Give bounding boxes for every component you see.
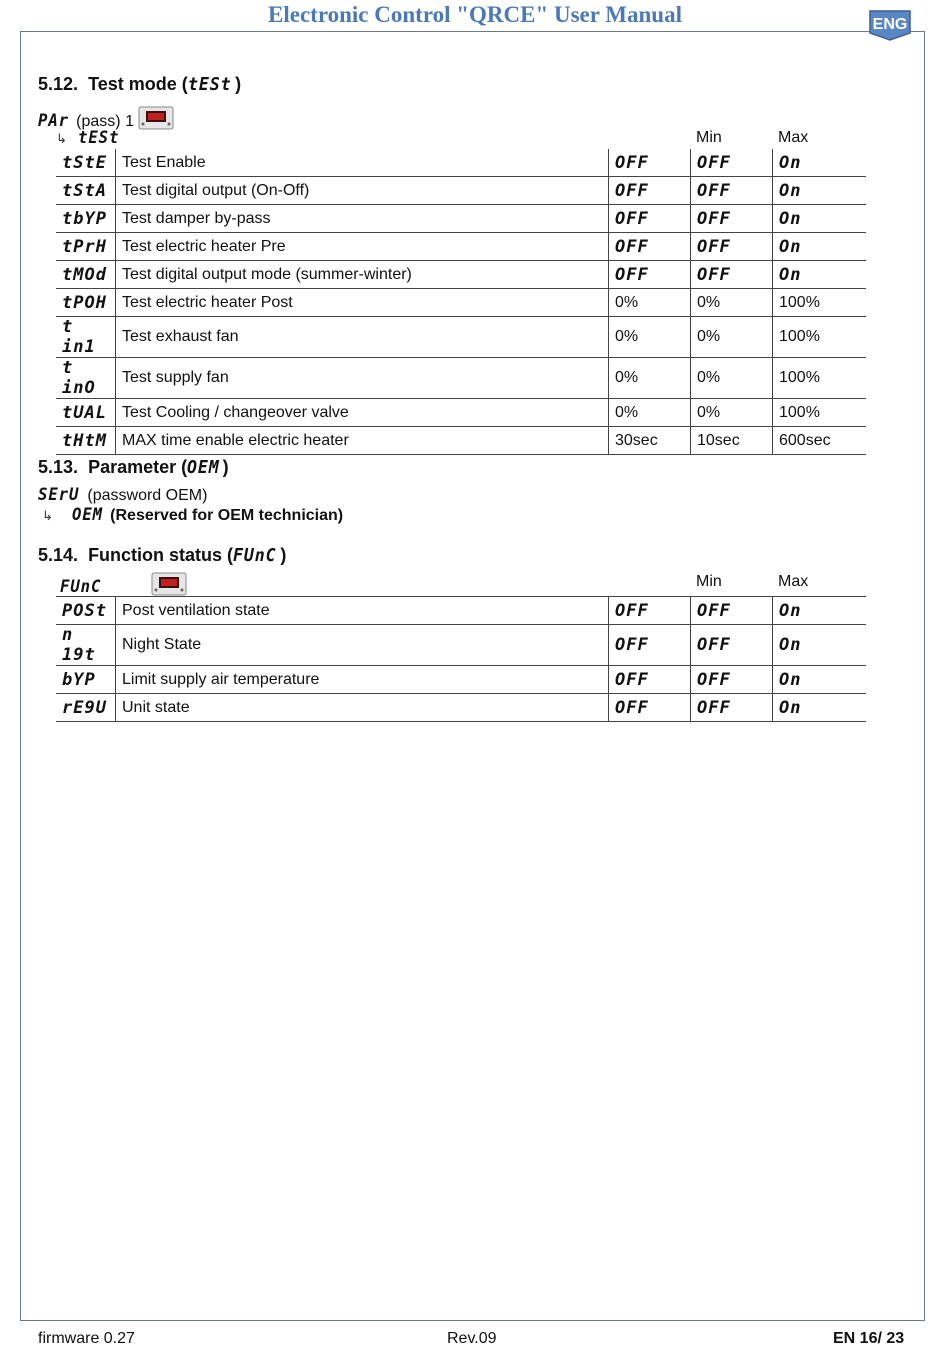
- table-row: [56, 694, 866, 722]
- parameter-code: tStE: [56, 149, 116, 177]
- parameter-code: t inO: [56, 358, 116, 399]
- oem-submenu-line: [42, 505, 343, 525]
- parameter-value: OFF: [609, 625, 691, 666]
- language-badge-label: ENG: [872, 16, 908, 33]
- pass-code: SErU: [38, 485, 80, 505]
- parameter-code: t in1: [56, 317, 116, 358]
- max-header: Max: [778, 129, 809, 146]
- submenu-code: tESt: [78, 128, 120, 148]
- table-row: [56, 597, 866, 625]
- submenu-code: OEM: [72, 505, 104, 525]
- parameter-code: tHtM: [56, 427, 116, 455]
- parameter-max: 100%: [773, 399, 867, 427]
- parameter-min: OFF: [691, 625, 773, 666]
- parameter-min: OFF: [691, 694, 773, 722]
- max-header: Max: [778, 573, 809, 590]
- parameter-description: Test digital output (On-Off): [116, 177, 609, 205]
- parameter-value: OFF: [609, 149, 691, 177]
- controller-display-icon: [151, 572, 187, 596]
- section-5-14-heading: 5.14. Function status (FUnC ): [38, 545, 287, 566]
- parameter-max: On: [773, 149, 867, 177]
- section-code: FUnC: [233, 545, 277, 566]
- function-status-table: [56, 596, 866, 722]
- parameter-min: OFF: [691, 666, 773, 694]
- table-row: [56, 233, 866, 261]
- parameter-description: Unit state: [116, 694, 609, 722]
- parameter-max: 100%: [773, 289, 867, 317]
- parameter-value: OFF: [609, 177, 691, 205]
- parameter-max: 100%: [773, 317, 867, 358]
- parameter-code: rE9U: [56, 694, 116, 722]
- parameter-max: On: [773, 666, 867, 694]
- min-header: Min: [696, 129, 722, 146]
- parameter-description: Test exhaust fan: [116, 317, 609, 358]
- test-mode-table: [56, 149, 866, 455]
- parameter-max: On: [773, 205, 867, 233]
- parameter-value: 30sec: [609, 427, 691, 455]
- section-number: 5.13.: [38, 457, 79, 477]
- parameter-value: OFF: [609, 666, 691, 694]
- parameter-description: Test damper by-pass: [116, 205, 609, 233]
- parameter-min: 0%: [691, 289, 773, 317]
- parameter-min: 10sec: [691, 427, 773, 455]
- parameter-value: 0%: [609, 358, 691, 399]
- parameter-code: tPrH: [56, 233, 116, 261]
- parameter-code: tUAL: [56, 399, 116, 427]
- parameter-min: OFF: [691, 261, 773, 289]
- parameter-value: 0%: [609, 317, 691, 358]
- parameter-code: tbYP: [56, 205, 116, 233]
- footer-firmware: firmware 0.27: [38, 1330, 135, 1347]
- section-title: Test mode (: [88, 74, 188, 94]
- table-row: [56, 177, 866, 205]
- parameter-description: MAX time enable electric heater: [116, 427, 609, 455]
- parameter-min: 0%: [691, 399, 773, 427]
- pass-text: (pass) 1: [71, 113, 134, 130]
- parameter-min: OFF: [691, 233, 773, 261]
- parameter-min: OFF: [691, 597, 773, 625]
- parameter-min: 0%: [691, 317, 773, 358]
- parameter-value: OFF: [609, 597, 691, 625]
- table-row: [56, 666, 866, 694]
- document-title: Electronic Control "QRCE" User Manual: [268, 2, 682, 27]
- pass-code: PAr: [38, 111, 70, 131]
- parameter-description: Test Enable: [116, 149, 609, 177]
- return-arrow-icon: ↳: [56, 131, 67, 146]
- parameter-description: Limit supply air temperature: [116, 666, 609, 694]
- section-title: Parameter (: [88, 457, 188, 477]
- submenu-line: [56, 128, 123, 148]
- language-badge: [868, 9, 912, 41]
- oem-password-line: [38, 485, 207, 505]
- parameter-value: OFF: [609, 261, 691, 289]
- table-row: [56, 399, 866, 427]
- submenu-text: (Reserved for OEM technician): [105, 507, 344, 524]
- min-header: Min: [696, 573, 722, 590]
- section-5-12-heading: 5.12. Test mode (tESt ): [38, 74, 242, 95]
- table-row: [56, 149, 866, 177]
- table-row: [56, 261, 866, 289]
- parameter-description: Night State: [116, 625, 609, 666]
- parameter-code: n 19t: [56, 625, 116, 666]
- func-code: FUnC: [60, 577, 102, 597]
- parameter-value: OFF: [609, 205, 691, 233]
- parameter-value: OFF: [609, 233, 691, 261]
- table-row: [56, 358, 866, 399]
- table-row: [56, 625, 866, 666]
- parameter-min: OFF: [691, 205, 773, 233]
- parameter-max: On: [773, 625, 867, 666]
- parameter-description: Post ventilation state: [116, 597, 609, 625]
- parameter-code: POSt: [56, 597, 116, 625]
- parameter-code: bYP: [56, 666, 116, 694]
- section-number: 5.14.: [38, 545, 79, 565]
- table-row: [56, 317, 866, 358]
- parameter-description: Test electric heater Post: [116, 289, 609, 317]
- table-row: [56, 205, 866, 233]
- parameter-description: Test supply fan: [116, 358, 609, 399]
- section-5-13-heading: 5.13. Parameter (OEM ): [38, 457, 229, 478]
- parameter-code: tMOd: [56, 261, 116, 289]
- controller-display-icon: [138, 106, 174, 130]
- parameter-description: Test Cooling / changeover valve: [116, 399, 609, 427]
- parameter-max: 100%: [773, 358, 867, 399]
- parameter-max: On: [773, 233, 867, 261]
- pass-text: (password OEM): [82, 487, 208, 504]
- parameter-max: On: [773, 694, 867, 722]
- parameter-value: 0%: [609, 399, 691, 427]
- footer-revision: Rev.09: [447, 1330, 497, 1347]
- table-row: [56, 427, 866, 455]
- parameter-value: 0%: [609, 289, 691, 317]
- func-line: [60, 572, 187, 597]
- return-arrow-icon: ↳: [42, 508, 53, 523]
- table-row: [56, 289, 866, 317]
- parameter-max: On: [773, 177, 867, 205]
- parameter-max: On: [773, 597, 867, 625]
- section-number: 5.12.: [38, 74, 79, 94]
- section-code: OEM: [187, 457, 220, 478]
- footer-page-number: EN 16/ 23: [833, 1330, 905, 1347]
- parameter-code: tPOH: [56, 289, 116, 317]
- parameter-description: Test electric heater Pre: [116, 233, 609, 261]
- parameter-max: On: [773, 261, 867, 289]
- parameter-value: OFF: [609, 694, 691, 722]
- parameter-code: tStA: [56, 177, 116, 205]
- parameter-min: OFF: [691, 177, 773, 205]
- parameter-max: 600sec: [773, 427, 867, 455]
- section-code: tESt: [187, 74, 232, 95]
- parameter-description: Test digital output mode (summer-winter): [116, 261, 609, 289]
- parameter-min: OFF: [691, 149, 773, 177]
- section-title: Function status (: [88, 545, 234, 565]
- parameter-min: 0%: [691, 358, 773, 399]
